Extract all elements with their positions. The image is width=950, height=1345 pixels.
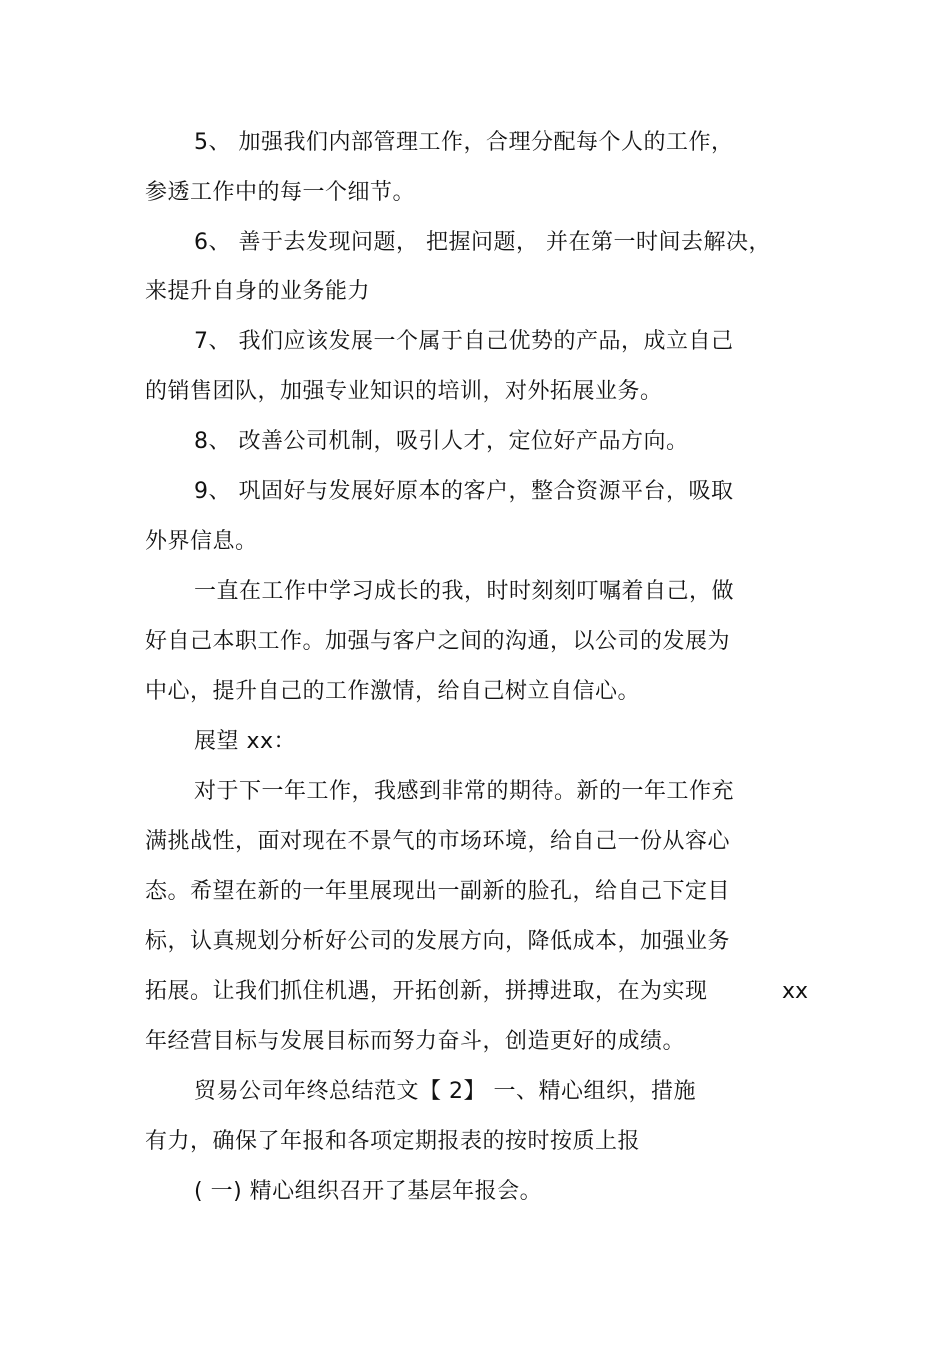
paragraph-line: 有力，确保了年报和各项定期报表的按时按质上报 — [145, 1129, 641, 1154]
paragraph-line: 拓展。让我们抓住机遇，开拓创新，拼搏进取，在为实现 — [145, 979, 708, 1004]
paragraph-line: 标，认真规划分析好公司的发展方向，降低成本，加强业务 — [145, 929, 731, 954]
section-title-line: 贸易公司年终总结范文【 2】 一、精心组织，措施 — [194, 1079, 696, 1104]
paragraph-line: 6、 善于去发现问题， 把握问题， 并在第一时间去解决， — [194, 230, 771, 255]
paragraph-line: 参透工作中的每一个细节。 — [145, 180, 416, 205]
paragraph-line: 一直在工作中学习成长的我，时时刻刻叮嘱着自己，做 — [194, 579, 735, 604]
paragraph-line: 5、 加强我们内部管理工作，合理分配每个人的工作， — [194, 130, 734, 155]
paragraph-line: 9、 巩固好与发展好原本的客户，整合资源平台，吸取 — [194, 479, 734, 504]
paragraph-line: 7、 我们应该发展一个属于自己优势的产品，成立自己 — [194, 329, 734, 354]
section-heading: 展望 xx： — [194, 729, 297, 754]
paragraph-line: 态。希望在新的一年里展现出一副新的脸孔，给自己下定目 — [145, 879, 731, 904]
subsection-heading: ( 一) 精心组织召开了基层年报会。 — [194, 1179, 543, 1204]
paragraph-line-tail: xx — [782, 979, 809, 1004]
paragraph-line: 年经营目标与发展目标而努力奋斗，创造更好的成绩。 — [145, 1029, 686, 1054]
paragraph-line: 来提升自身的业务能力 — [145, 279, 371, 304]
paragraph-line: 的销售团队，加强专业知识的培训，对外拓展业务。 — [145, 379, 663, 404]
paragraph-line: 满挑战性，面对现在不景气的市场环境，给自己一份从容心 — [145, 829, 731, 854]
paragraph-line: 对于下一年工作，我感到非常的期待。新的一年工作充 — [194, 779, 735, 804]
paragraph-line: 中心，提升自己的工作激情，给自己树立自信心。 — [145, 679, 641, 704]
paragraph-line: 外界信息。 — [145, 529, 258, 554]
paragraph-line: 好自己本职工作。加强与客户之间的沟通，以公司的发展为 — [145, 629, 731, 654]
paragraph-line: 8、 改善公司机制，吸引人才，定位好产品方向。 — [194, 429, 689, 454]
